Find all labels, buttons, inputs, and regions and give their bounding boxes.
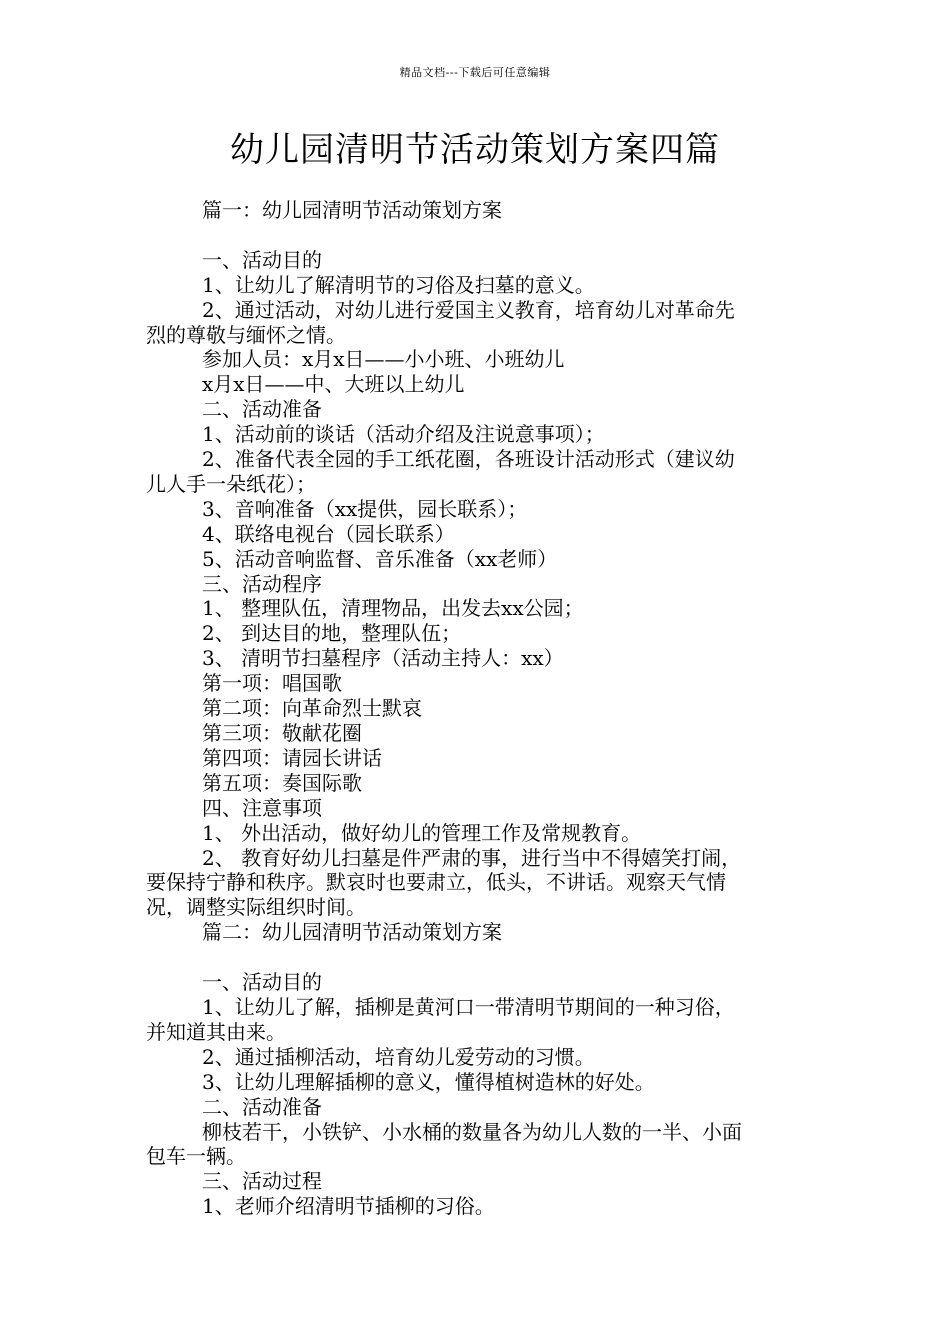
body-line: 3、音响准备（xx提供，园长联系）； (202, 496, 528, 521)
body-line: 2、准备代表全园的手工纸花圈，各班设计活动形式（建议幼 (202, 447, 735, 472)
subsection-heading: 二、活动准备 (202, 1094, 322, 1119)
body-line: 2、 到达目的地，整理队伍； (202, 621, 462, 646)
blank-line (146, 945, 810, 970)
subsection-heading: 二、活动准备 (202, 397, 322, 422)
body-line: x月x日——中、大班以上幼儿 (202, 372, 465, 397)
blank-line (146, 223, 810, 248)
body-line-continued: 况，调整实际组织时间。 (146, 895, 366, 920)
body-line: 1、活动前的谈话（活动介绍及注说意事项）； (202, 422, 605, 447)
body-line: 2、 教育好幼儿扫墓是件严肃的事，进行当中不得嬉笑打闹， (202, 845, 742, 870)
subsection-heading: 三、活动过程 (202, 1169, 322, 1194)
section-heading: 篇一：幼儿园清明节活动策划方案 (202, 198, 502, 222)
body-line: 1、让幼儿了解清明节的习俗及扫墓的意义。 (202, 272, 595, 297)
subsection-heading: 三、活动程序 (202, 571, 322, 596)
body-line: 2、通过插柳活动，培育幼儿爱劳动的习惯。 (202, 1044, 595, 1069)
body-line: 3、 清明节扫墓程序（活动主持人：xx） (202, 646, 564, 671)
body-line: 1、老师介绍清明节插柳的习俗。 (202, 1194, 495, 1219)
body-line-continued: 儿人手一朵纸花）； (146, 471, 316, 496)
body-line: 4、联络电视台（园长联系） (202, 521, 455, 546)
subsection-heading: 一、活动目的 (202, 247, 322, 272)
body-line: 第三项：敬献花圈 (202, 721, 362, 746)
body-line-continued: 要保持宁静和秩序。默哀时也要肃立，低头，不讲话。观察天气情 (146, 870, 726, 895)
body-line-continued: 并知道其由来。 (146, 1019, 286, 1044)
body-line: 第四项：请园长讲话 (202, 745, 382, 770)
section-heading: 篇二：幼儿园清明节活动策划方案 (202, 920, 502, 945)
body-line-continued: 烈的尊敬与缅怀之情。 (146, 322, 346, 347)
document-body (146, 198, 810, 1219)
body-line: 第二项：向革命烈士默哀 (202, 696, 422, 721)
body-line: 1、让幼儿了解，插柳是黄河口一带清明节期间的一种习俗， (202, 994, 735, 1019)
document-title: 幼儿园清明节活动策划方案四篇 (230, 130, 720, 170)
subsection-heading: 一、活动目的 (202, 970, 322, 995)
body-line: 1、 整理队伍，清理物品，出发去xx公园； (202, 596, 584, 621)
body-line: 第五项：奏国际歌 (202, 770, 362, 795)
body-line: 5、活动音响监督、音乐准备（xx老师） (202, 546, 558, 571)
body-line: 3、让幼儿理解插柳的意义，懂得植树造林的好处。 (202, 1069, 655, 1094)
body-line: 第一项：唱国歌 (202, 671, 342, 696)
body-line-continued: 包车一辆。 (146, 1144, 246, 1169)
header-note: 精品文档---下载后可任意编辑 (399, 66, 551, 79)
subsection-heading: 四、注意事项 (202, 795, 322, 820)
body-line: 柳枝若干，小铁铲、小水桶的数量各为幼儿人数的一半、小面 (202, 1119, 742, 1144)
body-line: 2、通过活动，对幼儿进行爱国主义教育，培育幼儿对革命先 (202, 297, 735, 322)
body-line: 1、 外出活动，做好幼儿的管理工作及常规教育。 (202, 820, 642, 845)
body-line: 参加人员：x月x日——小小班、小班幼儿 (202, 347, 565, 372)
